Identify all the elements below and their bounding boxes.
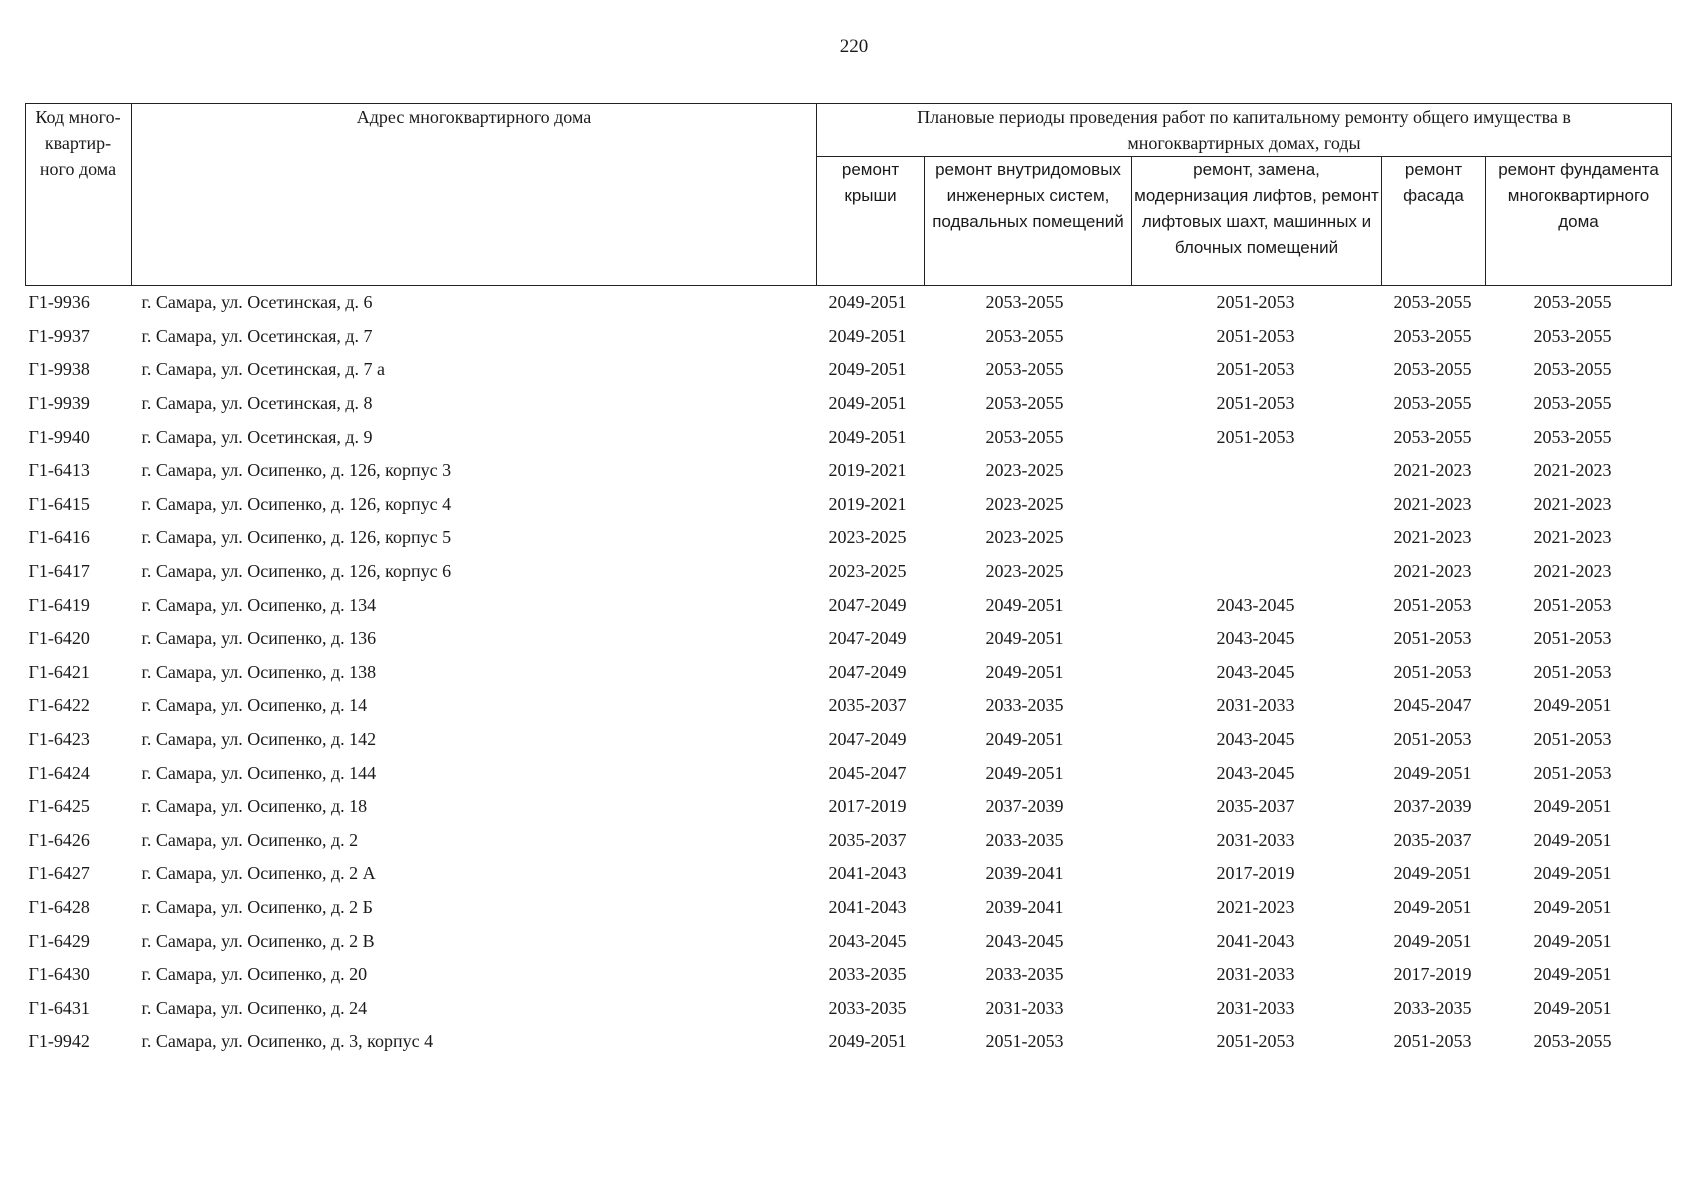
foundation-period-cell: 2053-2055: [1533, 359, 1612, 380]
code-cell: Г1-6415: [28, 493, 90, 514]
roof-period-cell: 2019-2021: [828, 460, 907, 481]
foundation-period-cell: 2049-2051: [1533, 829, 1612, 850]
foundation-period-cell: 2053-2055: [1533, 426, 1612, 447]
foundation-period-cell: 2049-2051: [1533, 997, 1612, 1018]
engineering-period-cell: 2049-2051: [985, 729, 1064, 750]
roof-period-cell: 2019-2021: [828, 493, 907, 514]
roof-period-cell: 2049-2051: [828, 359, 907, 380]
engineering-period-cell: 2053-2055: [985, 393, 1064, 414]
roof-period-cell: 2049-2051: [828, 1031, 907, 1052]
address-cell: г. Самара, ул. Осипенко, д. 2 В: [141, 930, 375, 951]
code-cell: Г1-9942: [28, 1031, 90, 1052]
address-cell: г. Самара, ул. Осетинская, д. 8: [141, 393, 373, 414]
header-foundation: ремонт фундамента многоквартирного дома: [1486, 157, 1672, 286]
lifts-period-cell: 2051-2053: [1216, 393, 1295, 414]
foundation-period-cell: 2051-2053: [1533, 729, 1612, 750]
code-cell: Г1-6416: [28, 527, 90, 548]
lifts-period-cell: 2043-2045: [1216, 661, 1295, 682]
address-cell: г. Самара, ул. Осипенко, д. 2: [141, 829, 359, 850]
table-row: [26, 454, 1672, 488]
address-cell: г. Самара, ул. Осетинская, д. 7 а: [141, 359, 385, 380]
table-row: [26, 488, 1672, 522]
header-code-label: Код много-квартир-ного дома: [35, 107, 121, 179]
roof-period-cell: 2023-2025: [828, 527, 907, 548]
foundation-period-cell: 2051-2053: [1533, 594, 1612, 615]
engineering-period-cell: 2033-2035: [985, 829, 1064, 850]
facade-period-cell: 2049-2051: [1393, 896, 1472, 917]
roof-period-cell: 2049-2051: [828, 426, 907, 447]
lifts-period-cell: 2031-2033: [1216, 695, 1295, 716]
page-number: 220: [839, 36, 869, 57]
header-code: [26, 104, 132, 286]
table-body: [26, 286, 1672, 1059]
address-cell: г. Самара, ул. Осипенко, д. 14: [141, 695, 368, 716]
roof-period-cell: 2041-2043: [828, 863, 907, 884]
roof-period-cell: 2035-2037: [828, 695, 907, 716]
address-cell: г. Самара, ул. Осипенко, д. 126, корпус 5: [141, 527, 452, 548]
engineering-period-cell: 2031-2033: [985, 997, 1064, 1018]
code-cell: Г1-9940: [28, 426, 90, 447]
table-row: [26, 588, 1672, 622]
table-row: [26, 555, 1672, 589]
address-cell: г. Самара, ул. Осипенко, д. 126, корпус 3: [141, 460, 452, 481]
table-row: [26, 756, 1672, 790]
facade-period-cell: 2053-2055: [1393, 393, 1472, 414]
facade-period-cell: 2053-2055: [1393, 426, 1472, 447]
lifts-period-cell: 2031-2033: [1216, 964, 1295, 985]
engineering-period-cell: 2049-2051: [985, 661, 1064, 682]
header-engineering: ремонт внутридомовых инженерных систем, подвальных помещений: [925, 157, 1132, 286]
table-row: [26, 420, 1672, 454]
address-cell: г. Самара, ул. Осипенко, д. 126, корпус 6: [141, 561, 452, 582]
roof-period-cell: 2049-2051: [828, 325, 907, 346]
facade-period-cell: 2051-2053: [1393, 594, 1472, 615]
code-cell: Г1-6423: [28, 729, 90, 750]
address-cell: г. Самара, ул. Осипенко, д. 18: [141, 796, 368, 817]
facade-period-cell: 2053-2055: [1393, 325, 1472, 346]
code-cell: Г1-6426: [28, 829, 90, 850]
engineering-period-cell: 2049-2051: [985, 594, 1064, 615]
roof-period-cell: 2023-2025: [828, 561, 907, 582]
engineering-period-cell: 2039-2041: [985, 863, 1064, 884]
foundation-period-cell: 2053-2055: [1533, 1031, 1612, 1052]
engineering-period-cell: 2053-2055: [985, 426, 1064, 447]
foundation-period-cell: 2049-2051: [1533, 930, 1612, 951]
facade-period-cell: 2035-2037: [1393, 829, 1472, 850]
header-row-main: [26, 104, 1672, 157]
facade-period-cell: 2021-2023: [1393, 561, 1472, 582]
lifts-period-cell: 2031-2033: [1216, 997, 1295, 1018]
facade-period-cell: 2051-2053: [1393, 729, 1472, 750]
lifts-period-cell: 2051-2053: [1216, 1031, 1295, 1052]
table-row: [26, 689, 1672, 723]
code-cell: Г1-9938: [28, 359, 90, 380]
facade-period-cell: 2033-2035: [1393, 997, 1472, 1018]
address-cell: г. Самара, ул. Осипенко, д. 134: [141, 594, 377, 615]
lifts-period-cell: 2017-2019: [1216, 863, 1295, 884]
facade-period-cell: 2051-2053: [1393, 628, 1472, 649]
roof-period-cell: 2017-2019: [828, 796, 907, 817]
roof-period-cell: 2047-2049: [828, 729, 907, 750]
facade-period-cell: 2037-2039: [1393, 796, 1472, 817]
table-row: [26, 622, 1672, 656]
address-cell: г. Самара, ул. Осипенко, д. 142: [141, 729, 377, 750]
lifts-period-cell: 2043-2045: [1216, 594, 1295, 615]
code-cell: Г1-6417: [28, 561, 90, 582]
facade-period-cell: 2051-2053: [1393, 1031, 1472, 1052]
lifts-period-cell: 2043-2045: [1216, 762, 1295, 783]
address-cell: г. Самара, ул. Осетинская, д. 6: [141, 292, 373, 313]
engineering-period-cell: 2053-2055: [985, 325, 1064, 346]
foundation-period-cell: 2049-2051: [1533, 796, 1612, 817]
code-cell: Г1-6425: [28, 796, 90, 817]
foundation-period-cell: 2051-2053: [1533, 628, 1612, 649]
foundation-period-cell: 2021-2023: [1533, 460, 1612, 481]
lifts-period-cell: 2051-2053: [1216, 359, 1295, 380]
foundation-period-cell: 2021-2023: [1533, 493, 1612, 514]
roof-period-cell: 2033-2035: [828, 997, 907, 1018]
engineering-period-cell: 2053-2055: [985, 292, 1064, 313]
address-cell: г. Самара, ул. Осипенко, д. 144: [141, 762, 377, 783]
engineering-period-cell: 2023-2025: [985, 527, 1064, 548]
facade-period-cell: 2045-2047: [1393, 695, 1472, 716]
foundation-period-cell: 2053-2055: [1533, 292, 1612, 313]
facade-period-cell: 2017-2019: [1393, 964, 1472, 985]
table-row: [26, 353, 1672, 387]
code-cell: Г1-6429: [28, 930, 90, 951]
engineering-period-cell: 2037-2039: [985, 796, 1064, 817]
address-cell: г. Самара, ул. Осипенко, д. 138: [141, 661, 377, 682]
roof-period-cell: 2035-2037: [828, 829, 907, 850]
header-periods-group: Плановые периоды проведения работ по капитальному ремонту общего имущества в многоквартирных домах, годы: [817, 104, 1672, 157]
table-row: [26, 723, 1672, 757]
facade-period-cell: 2053-2055: [1393, 292, 1472, 313]
code-cell: Г1-6430: [28, 964, 90, 985]
foundation-period-cell: 2049-2051: [1533, 695, 1612, 716]
header-address: Адрес многоквартирного дома: [132, 104, 817, 286]
table-row: [26, 891, 1672, 925]
roof-period-cell: 2043-2045: [828, 930, 907, 951]
table-row: [26, 924, 1672, 958]
lifts-period-cell: 2021-2023: [1216, 896, 1295, 917]
lifts-period-cell: 2031-2033: [1216, 829, 1295, 850]
roof-period-cell: 2049-2051: [828, 292, 907, 313]
foundation-period-cell: 2021-2023: [1533, 527, 1612, 548]
table-row: [26, 521, 1672, 555]
facade-period-cell: 2049-2051: [1393, 863, 1472, 884]
roof-period-cell: 2047-2049: [828, 628, 907, 649]
address-cell: г. Самара, ул. Осипенко, д. 20: [141, 964, 368, 985]
table-row: [26, 656, 1672, 690]
foundation-period-cell: 2049-2051: [1533, 964, 1612, 985]
foundation-period-cell: 2053-2055: [1533, 393, 1612, 414]
address-cell: г. Самара, ул. Осипенко, д. 24: [141, 997, 368, 1018]
table-row: [26, 991, 1672, 1025]
roof-period-cell: 2047-2049: [828, 594, 907, 615]
table-row: [26, 286, 1672, 320]
roof-period-cell: 2033-2035: [828, 964, 907, 985]
facade-period-cell: 2051-2053: [1393, 661, 1472, 682]
engineering-period-cell: 2023-2025: [985, 561, 1064, 582]
table-row: [26, 320, 1672, 354]
facade-period-cell: 2021-2023: [1393, 493, 1472, 514]
roof-period-cell: 2049-2051: [828, 393, 907, 414]
header-facade: ремонт фасада: [1382, 157, 1486, 286]
engineering-period-cell: 2051-2053: [985, 1031, 1064, 1052]
engineering-period-cell: 2049-2051: [985, 762, 1064, 783]
foundation-period-cell: 2049-2051: [1533, 896, 1612, 917]
address-cell: г. Самара, ул. Осипенко, д. 2 А: [141, 863, 376, 884]
code-cell: Г1-6428: [28, 896, 90, 917]
foundation-period-cell: 2051-2053: [1533, 661, 1612, 682]
address-cell: г. Самара, ул. Осипенко, д. 2 Б: [141, 896, 373, 917]
lifts-period-cell: [1132, 454, 1382, 488]
lifts-period-cell: [1132, 521, 1382, 555]
facade-period-cell: 2049-2051: [1393, 930, 1472, 951]
lifts-period-cell: 2043-2045: [1216, 628, 1295, 649]
code-cell: Г1-6427: [28, 863, 90, 884]
engineering-period-cell: 2039-2041: [985, 896, 1064, 917]
engineering-period-cell: 2043-2045: [985, 930, 1064, 951]
foundation-period-cell: 2049-2051: [1533, 863, 1612, 884]
lifts-period-cell: 2051-2053: [1216, 292, 1295, 313]
lifts-period-cell: 2035-2037: [1216, 796, 1295, 817]
code-cell: Г1-6419: [28, 594, 90, 615]
code-cell: Г1-9936: [28, 292, 90, 313]
lifts-period-cell: [1132, 488, 1382, 522]
engineering-period-cell: 2023-2025: [985, 493, 1064, 514]
table-row: [26, 790, 1672, 824]
lifts-period-cell: 2051-2053: [1216, 426, 1295, 447]
address-cell: г. Самара, ул. Осипенко, д. 126, корпус 4: [141, 493, 452, 514]
code-cell: Г1-6431: [28, 997, 90, 1018]
address-cell: г. Самара, ул. Осетинская, д. 7: [141, 325, 373, 346]
code-cell: Г1-6422: [28, 695, 90, 716]
table-row: [26, 824, 1672, 858]
header-roof: ремонт крыши: [817, 157, 925, 286]
code-cell: Г1-9937: [28, 325, 90, 346]
foundation-period-cell: 2053-2055: [1533, 325, 1612, 346]
roof-period-cell: 2045-2047: [828, 762, 907, 783]
roof-period-cell: 2041-2043: [828, 896, 907, 917]
roof-period-cell: 2047-2049: [828, 661, 907, 682]
table-header: [26, 104, 1672, 286]
engineering-period-cell: 2023-2025: [985, 460, 1064, 481]
engineering-period-cell: 2033-2035: [985, 964, 1064, 985]
engineering-period-cell: 2049-2051: [985, 628, 1064, 649]
table-row: [26, 857, 1672, 891]
foundation-period-cell: 2051-2053: [1533, 762, 1612, 783]
engineering-period-cell: 2053-2055: [985, 359, 1064, 380]
address-cell: г. Самара, ул. Осипенко, д. 3, корпус 4: [141, 1031, 434, 1052]
table-row: [26, 1025, 1672, 1059]
table-row: [26, 958, 1672, 992]
lifts-period-cell: 2041-2043: [1216, 930, 1295, 951]
lifts-period-cell: 2051-2053: [1216, 325, 1295, 346]
engineering-period-cell: 2033-2035: [985, 695, 1064, 716]
facade-period-cell: 2021-2023: [1393, 527, 1472, 548]
facade-period-cell: 2021-2023: [1393, 460, 1472, 481]
code-cell: Г1-6413: [28, 460, 90, 481]
foundation-period-cell: 2021-2023: [1533, 561, 1612, 582]
lifts-period-cell: [1132, 555, 1382, 589]
facade-period-cell: 2049-2051: [1393, 762, 1472, 783]
code-cell: Г1-9939: [28, 393, 90, 414]
header-lifts: ремонт, замена, модернизация лифтов, ремонт лифтовых шахт, машинных и блочных помещений: [1132, 157, 1382, 286]
table-row: [26, 387, 1672, 421]
repair-schedule-table: [25, 103, 1672, 1059]
code-cell: Г1-6421: [28, 661, 90, 682]
code-cell: Г1-6424: [28, 762, 90, 783]
address-cell: г. Самара, ул. Осетинская, д. 9: [141, 426, 373, 447]
lifts-period-cell: 2043-2045: [1216, 729, 1295, 750]
facade-period-cell: 2053-2055: [1393, 359, 1472, 380]
code-cell: Г1-6420: [28, 628, 90, 649]
address-cell: г. Самара, ул. Осипенко, д. 136: [141, 628, 377, 649]
